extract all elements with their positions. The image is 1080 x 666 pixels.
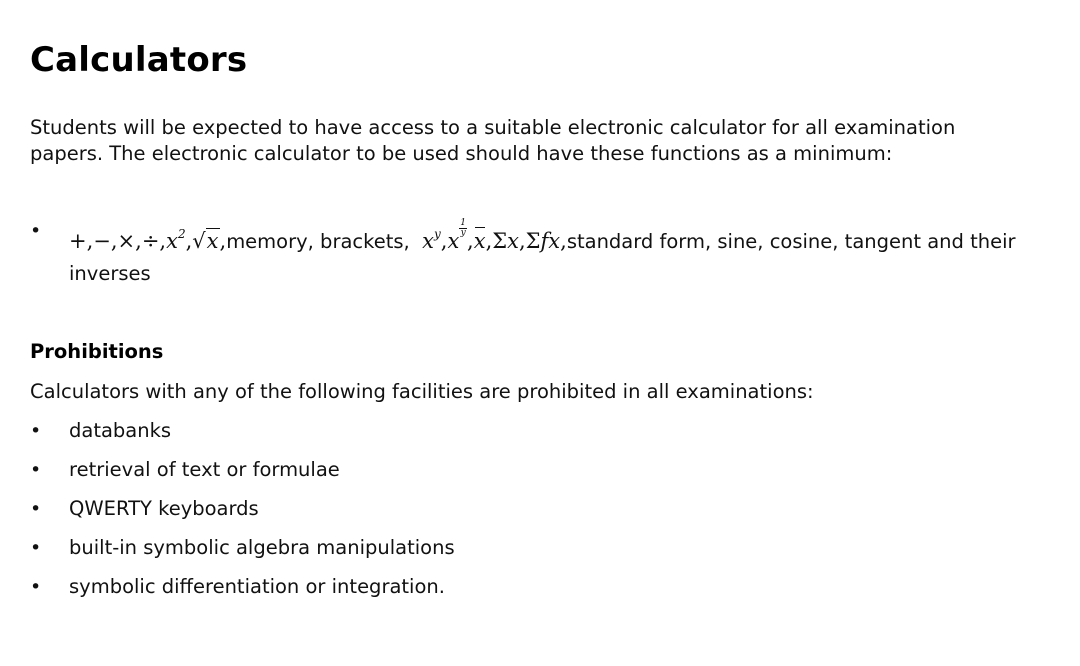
prohibitions-heading: Prohibitions	[30, 340, 164, 363]
bullet-icon: •	[30, 537, 42, 559]
list-item-text: symbolic differentiation or integration.	[69, 575, 445, 598]
list-item-text: built-in symbolic algebra manipulations	[69, 536, 455, 559]
list-item-text: retrieval of text or formulae	[69, 458, 340, 481]
bullet-icon: •	[30, 220, 42, 242]
math-powers-sums: $x^y,x$ $\frac{1}{y}$ ,x,Σx,Σfx,	[422, 229, 567, 253]
square-root-symbol: √x	[192, 229, 219, 253]
functions-text	[69, 218, 1069, 290]
bullet-icon: •	[30, 459, 42, 481]
mean-x-bar: x	[474, 225, 486, 257]
math-basic-ops: $+,-,\times,\div,x^2,√x$,	[69, 229, 226, 253]
bullet-icon: •	[30, 576, 42, 598]
bullet-icon: •	[30, 420, 42, 442]
page-title: Calculators	[30, 40, 248, 80]
bullet-icon: •	[30, 498, 42, 520]
intro-paragraph: Students will be expected to have access to a suitable electronic calculator for all examination papers. The electronic calculator to be used should have these functions as a minimum:	[30, 116, 956, 165]
list-item-text: QWERTY keyboards	[69, 497, 259, 520]
list-item-text: databanks	[69, 419, 172, 442]
functions-tail-text: standard form, sine, cosine, tangent and their inverses	[69, 230, 1016, 285]
prohibitions-intro: Calculators with any of the following facilities are prohibited in all examinations:	[30, 380, 814, 403]
memory-brackets-text: memory, brackets,	[226, 230, 410, 253]
reciprocal-power-fraction: $\frac{1}{y}$	[460, 218, 467, 238]
